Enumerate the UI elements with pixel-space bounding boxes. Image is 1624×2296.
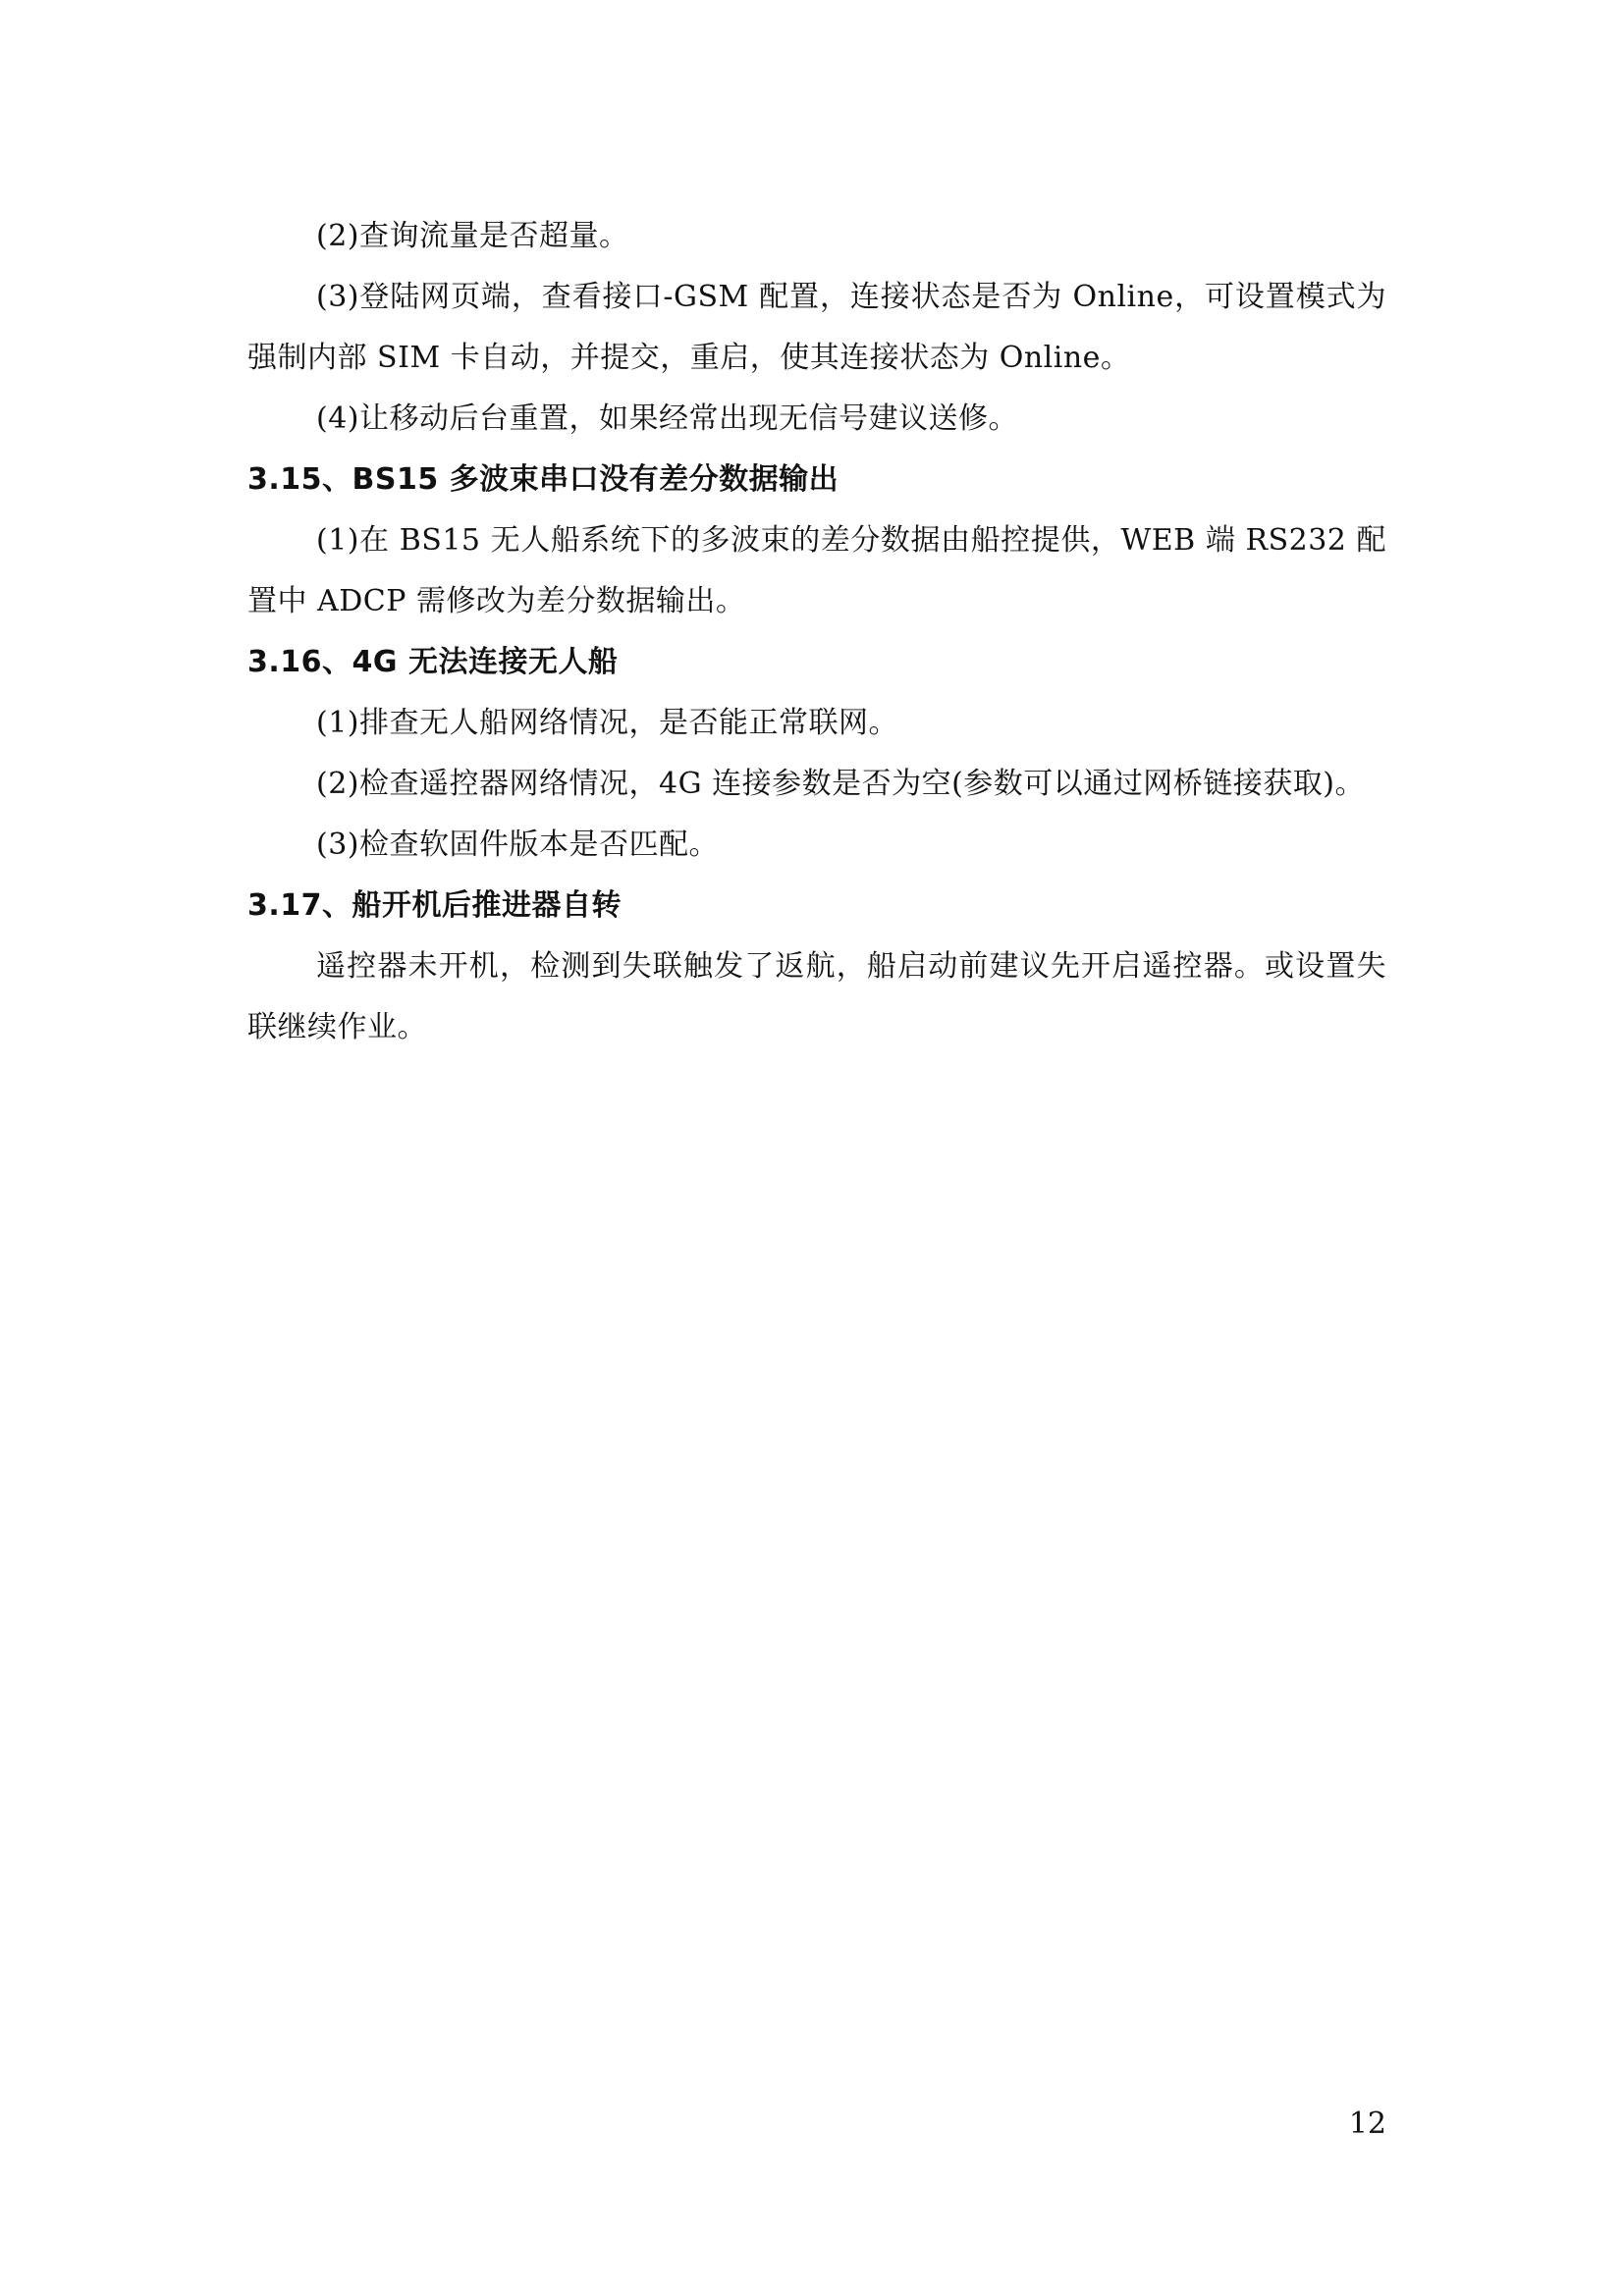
- paragraph-firmware-version: (3)检查软固件版本是否匹配。: [316, 828, 719, 862]
- paragraph-check-traffic: (2)查询流量是否超量。: [316, 219, 629, 253]
- paragraph-boat-network: (1)排查无人船网络情况，是否能正常联网。: [316, 706, 898, 740]
- paragraph-reset-backend: (4)让移动后台重置，如果经常出现无信号建议送修。: [316, 401, 1018, 436]
- section-heading-3-15: 3.15、BS15 多波束串口没有差分数据输出: [247, 462, 839, 497]
- section-heading-3-16: 3.16、4G 无法连接无人船: [247, 645, 619, 679]
- paragraph-remote-network: (2)检查遥控器网络情况，4G 连接参数是否为空(参数可以通过网桥链接获取)。: [316, 767, 1365, 801]
- paragraph-gsm-config: (3)登陆网页端，查看接口-GSM 配置，连接状态是否为 Online，可设置模式为强制内部 SIM 卡自动，并提交，重启，使其连接状态为 Online。: [247, 280, 1386, 375]
- paragraph-thruster-spin: 遥控器未开机，检测到失联触发了返航，船启动前建议先开启遥控器。或设置失联继续作业。: [247, 949, 1386, 1044]
- section-heading-3-17: 3.17、船开机后推进器自转: [247, 888, 623, 923]
- document-body: [247, 206, 1386, 1058]
- paragraph-differential-output: (1)在 BS15 无人船系统下的多波束的差分数据由船控提供，WEB 端 RS232 配置中 ADCP 需修改为差分数据输出。: [247, 523, 1386, 618]
- page-number: 12: [1348, 2107, 1386, 2141]
